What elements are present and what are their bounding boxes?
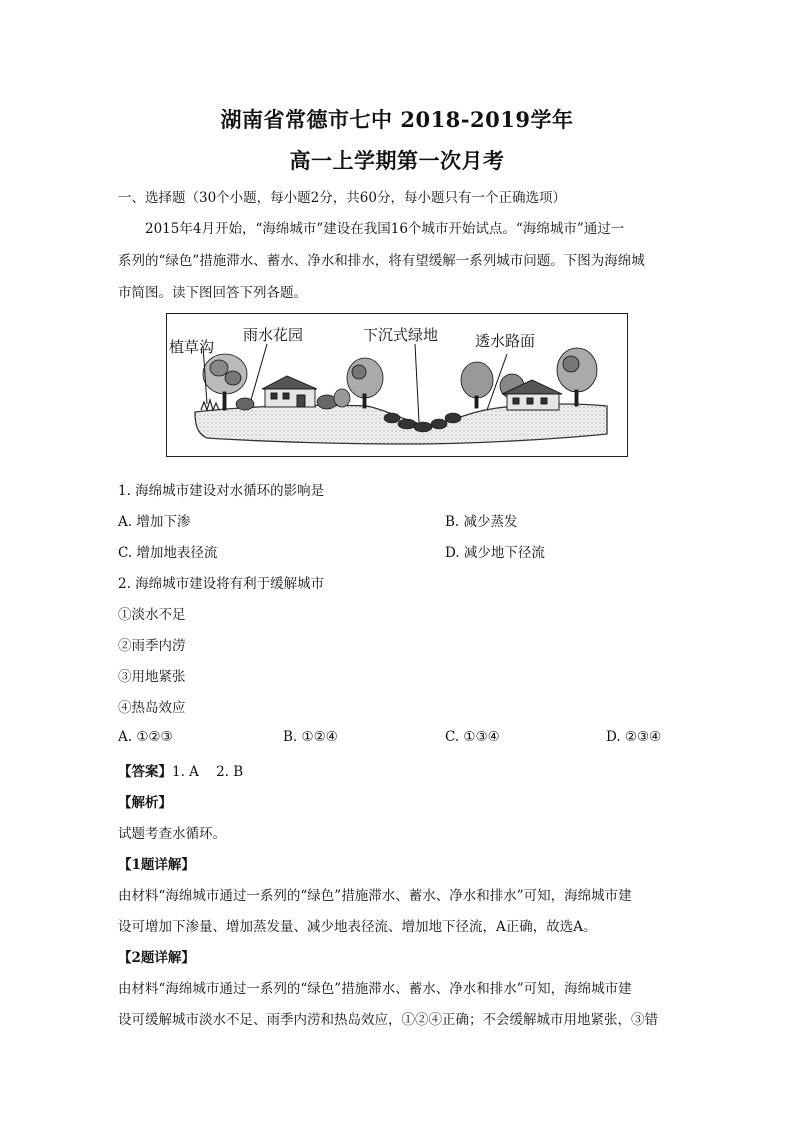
intro-line-2: 系列的“绿色”措施滞水、蓄水、净水和排水，将有望缓解一系列城市问题。下图为海绵城 bbox=[118, 253, 645, 269]
detail2-label: 【2题详解】 bbox=[118, 950, 195, 966]
q1-stem: 1. 海绵城市建设对水循环的影响是 bbox=[118, 483, 325, 499]
detail2-line-1: 由材料“海绵城市通过一系列的“绿色”措施滞水、蓄水、净水和排水”可知，海绵城市建 bbox=[118, 981, 632, 997]
analysis-label: 【解析】 bbox=[118, 795, 172, 811]
q2-item-3: ③用地紧张 bbox=[118, 669, 186, 685]
q2-option-a: A. ①②③ bbox=[118, 729, 173, 745]
q1-option-a: A. 增加下渗 bbox=[118, 514, 191, 530]
answer-row bbox=[118, 760, 243, 780]
detail1-line-1: 由材料“海绵城市通过一系列的“绿色”措施滞水、蓄水、净水和排水”可知，海绵城市建 bbox=[118, 888, 632, 904]
q2-option-b: B. ①②④ bbox=[283, 729, 338, 745]
detail1-line-2: 设可增加下渗量、增加蒸发量、减少地表径流、增加地下径流，A正确，故选A。 bbox=[118, 919, 597, 935]
q2-option-c: C. ①③④ bbox=[445, 729, 500, 745]
intro-line-3: 市简图。读下图回答下列各题。 bbox=[118, 285, 307, 301]
q1-option-b: B. 减少蒸发 bbox=[445, 514, 518, 530]
answer-text: 1. A 2. B bbox=[172, 764, 244, 780]
detail2-line-2: 设可缓解城市淡水不足、雨季内涝和热岛效应，①②④正确；不会缓解城市用地紧张，③错 bbox=[118, 1012, 658, 1028]
label-rain-garden: 雨水花园 bbox=[243, 326, 304, 344]
label-sunken-green-land: 下沉式绿地 bbox=[363, 326, 439, 344]
q2-item-4: ④热岛效应 bbox=[118, 700, 186, 716]
title-line-2: 高一上学期第一次月考 bbox=[289, 148, 505, 173]
analysis-text: 试题考查水循环。 bbox=[118, 826, 226, 842]
q2-item-2: ②雨季内涝 bbox=[118, 638, 186, 654]
q2-option-d: D. ②③④ bbox=[606, 729, 662, 745]
sponge-city-figure bbox=[166, 313, 628, 457]
label-grass-swale: 植草沟 bbox=[169, 338, 215, 356]
q2-item-1: ①淡水不足 bbox=[118, 607, 186, 623]
answer-label: 【答案】 bbox=[118, 764, 172, 780]
q1-option-d: D. 减少地下径流 bbox=[445, 545, 545, 561]
title-line-1: 湖南省常德市七中 2018-2019学年 bbox=[220, 107, 574, 132]
section-heading: 一、选择题（30个小题，每小题2分，共60分，每小题只有一个正确选项） bbox=[118, 190, 566, 206]
intro-line-1: 2015年4月开始，“海绵城市”建设在我国16个城市开始试点。“海绵城市”通过一 bbox=[145, 221, 625, 237]
detail1-label: 【1题详解】 bbox=[118, 857, 195, 873]
label-permeable-pavement: 透水路面 bbox=[475, 332, 536, 350]
q1-option-c: C. 增加地表径流 bbox=[118, 545, 218, 561]
q2-stem: 2. 海绵城市建设将有利于缓解城市 bbox=[118, 576, 325, 592]
